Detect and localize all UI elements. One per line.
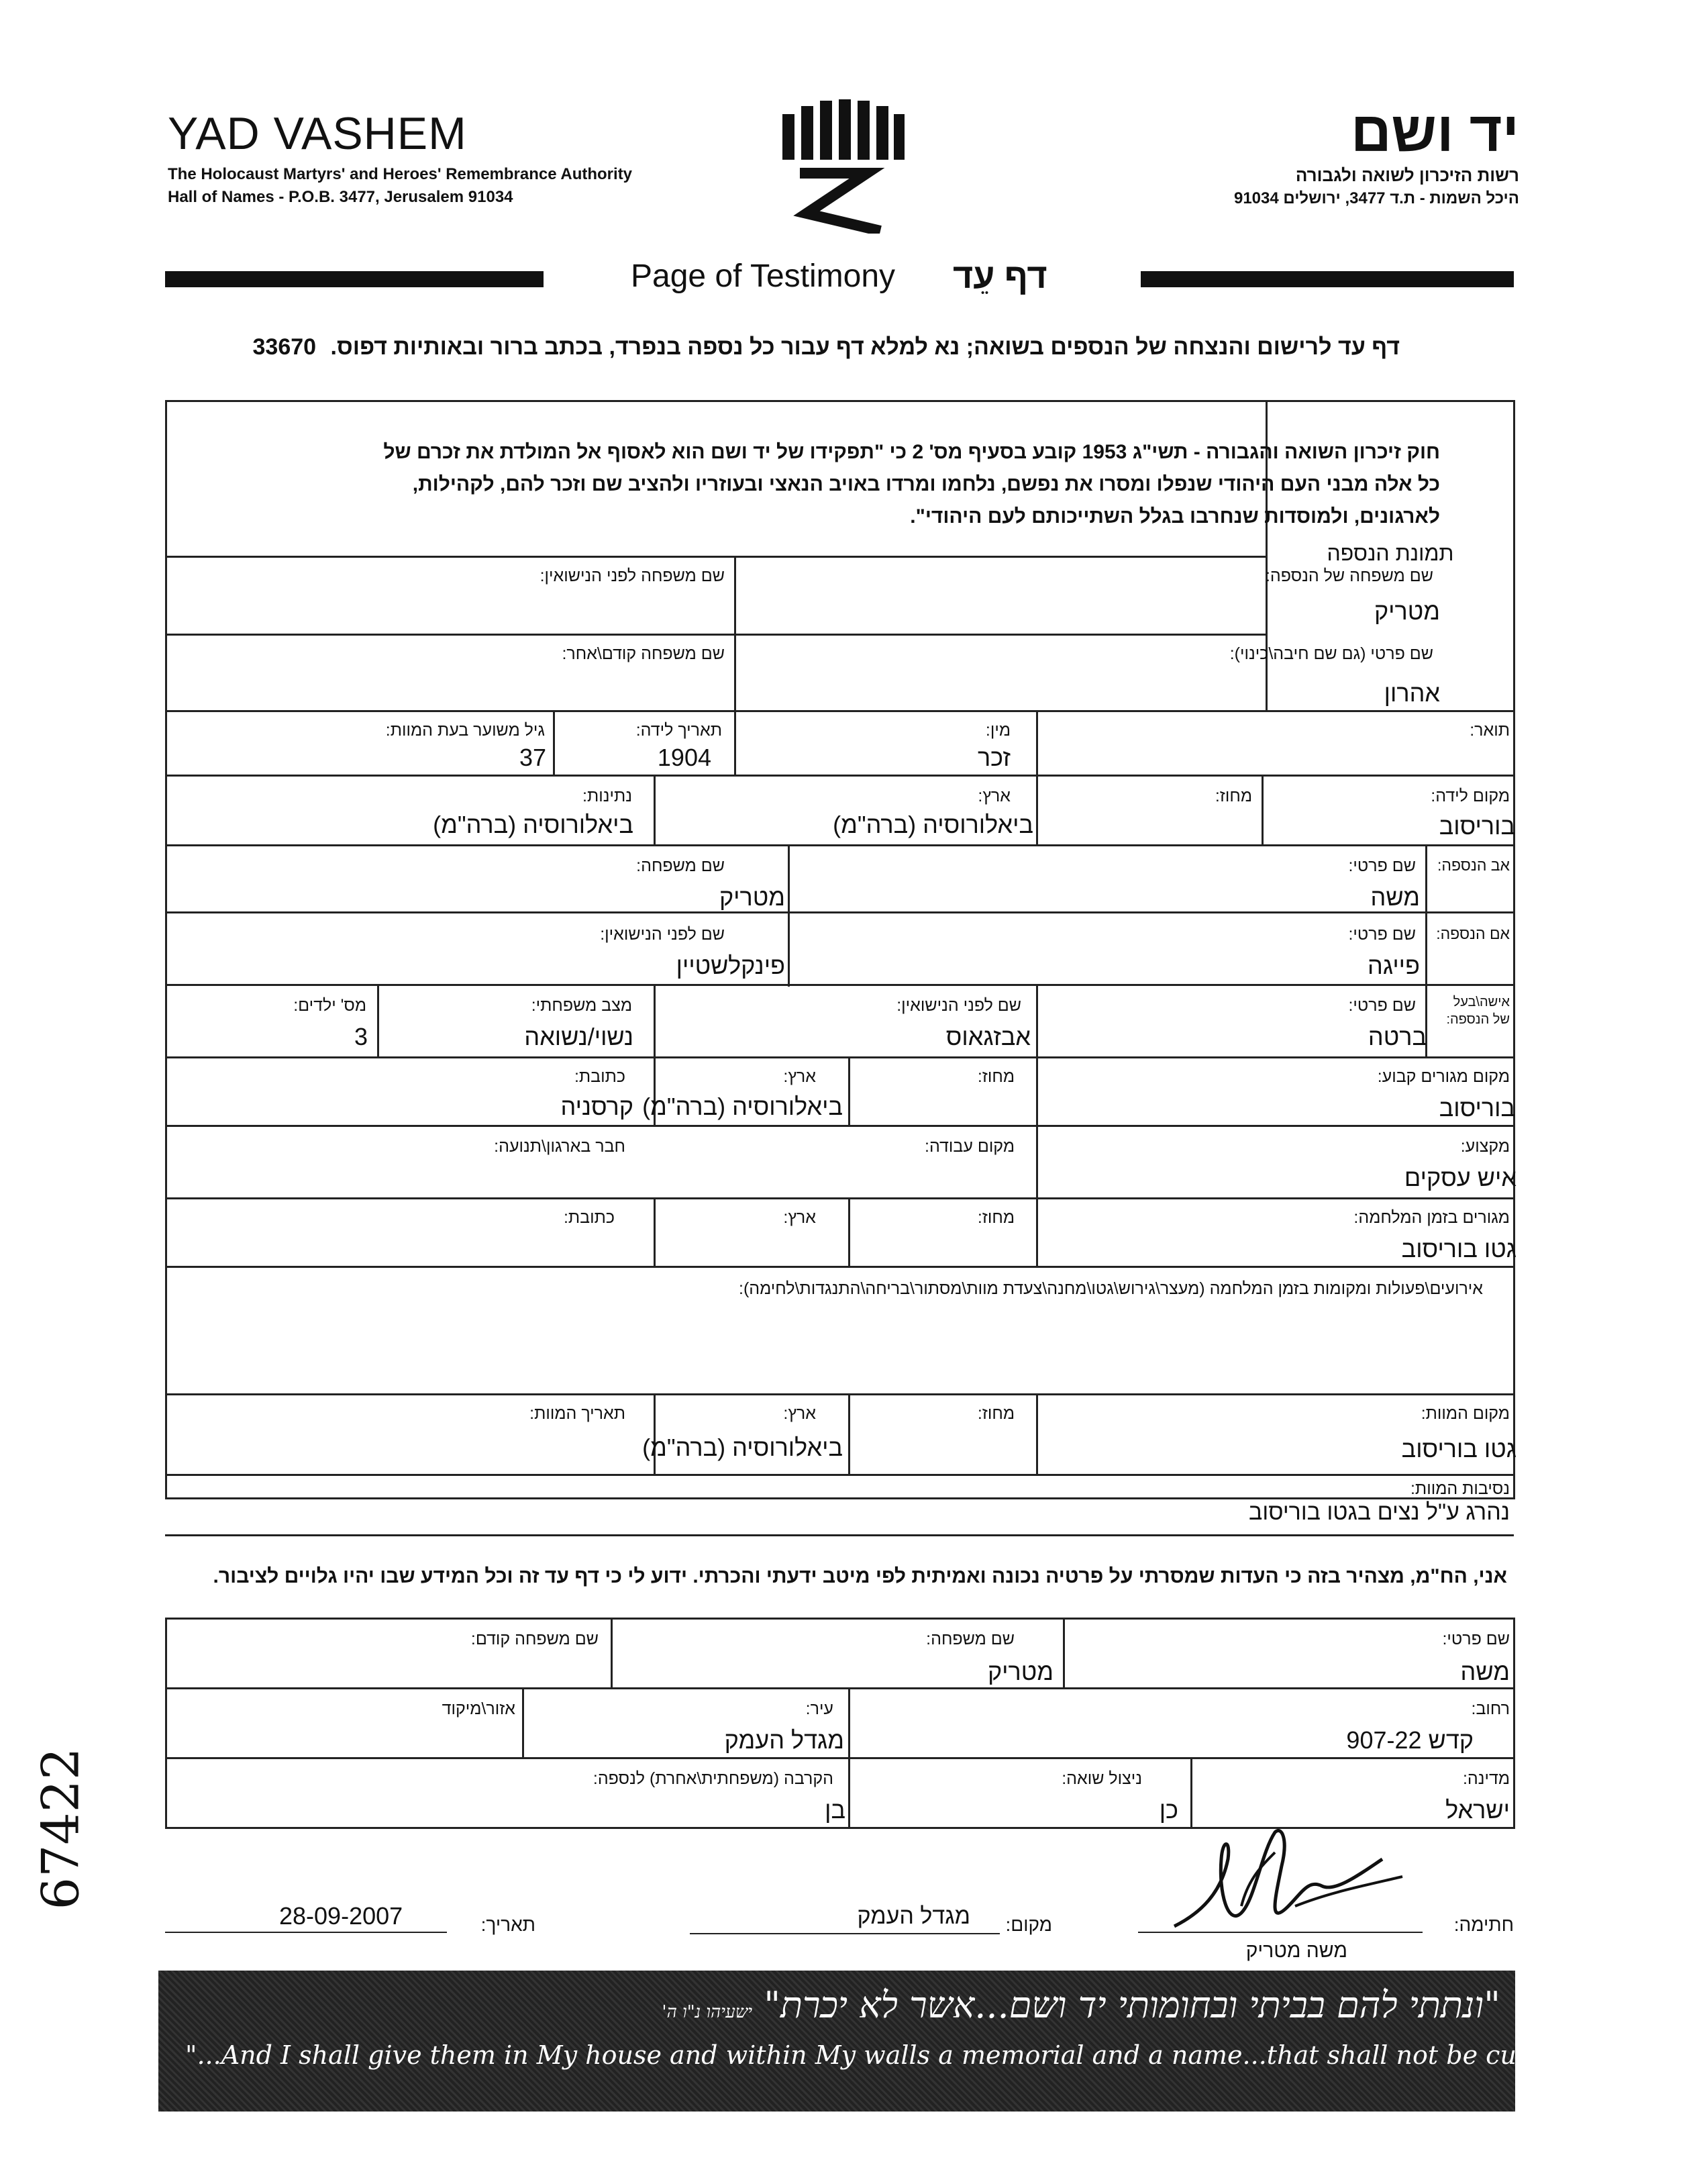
col-line — [1036, 1393, 1038, 1474]
signature-date[interactable]: 28-09-2007 — [279, 1902, 403, 1930]
col-line — [1036, 710, 1038, 775]
spouse-first-name[interactable]: ברטה — [1368, 1023, 1427, 1050]
victim-birthplace-label: מקום לידה: — [1431, 787, 1510, 805]
law-text-line-2: כל אלה מבני העם היהודי שנפלו ומסרו את נפשם, נלחמו ומרדו באויב הנאצי ובעוזריו ולהציב שם וזכר להם, לקהילות, — [412, 473, 1440, 495]
submitter-last-name[interactable]: מטריק — [987, 1658, 1054, 1685]
col-line — [848, 1197, 850, 1266]
col-line — [377, 984, 379, 1056]
victim-first-name-label: שם פרטי (גם שם חיבה\כינוי): — [1229, 644, 1433, 663]
spouse-row-label-2: של הנספה: — [1446, 1012, 1510, 1027]
death-country-label: ארץ: — [783, 1404, 816, 1423]
row-line — [165, 556, 1266, 558]
victim-birth-date-label: תאריך לידה: — [635, 721, 722, 740]
row-line — [165, 1056, 1514, 1058]
org-subtitle-en: The Holocaust Martyrs' and Heroes' Remembrance Authority — [168, 165, 633, 183]
submitter-street[interactable]: קדש 907-22 — [1346, 1726, 1474, 1754]
row-line — [165, 1474, 1514, 1476]
spouse-maiden-name-label: שם לפני הנישואין: — [896, 996, 1021, 1015]
signature-date-label: תאריך: — [480, 1914, 535, 1935]
org-name-en: YAD VASHEM — [168, 108, 467, 159]
signature-place-label: מקום: — [1005, 1914, 1052, 1935]
form-number: 33670 — [252, 334, 317, 360]
row-line — [165, 1266, 1514, 1268]
residence-address[interactable]: קרסניה — [560, 1093, 633, 1120]
col-line — [553, 710, 555, 775]
victim-maiden-name-label: שם משפחה לפני הנישואין: — [540, 566, 725, 585]
submitter-country-label: מדינה: — [1462, 1769, 1510, 1788]
workplace-label: מקום עבודה: — [925, 1137, 1015, 1156]
title-bar-right — [1141, 271, 1514, 287]
victim-gender-label: מין: — [985, 721, 1011, 740]
victim-birth-country-label: ארץ: — [978, 787, 1011, 805]
victim-nationality[interactable]: ביאלורוסיה (ברה"מ) — [433, 811, 633, 838]
signature-line — [1138, 1932, 1423, 1933]
father-last-name[interactable]: מטריק — [719, 883, 785, 911]
col-line — [1262, 775, 1264, 844]
row-line — [165, 1393, 1514, 1395]
row-line — [165, 710, 1514, 712]
row-line — [165, 634, 1266, 636]
victim-prev-name-label: שם משפחה קודם\אחר: — [562, 644, 725, 663]
wartime-place-label: מגורים בזמן המלחמה: — [1353, 1208, 1510, 1227]
submitter-city[interactable]: מגדל העמק — [724, 1726, 844, 1754]
residence-country-label: ארץ: — [783, 1067, 816, 1086]
declaration-top-line — [165, 1534, 1514, 1536]
victim-gender[interactable]: זכר — [977, 744, 1011, 771]
signature-label: חתימה: — [1453, 1914, 1514, 1935]
col-line — [788, 844, 790, 987]
row-line — [165, 1125, 1514, 1127]
col-line — [654, 775, 656, 844]
victim-first-name[interactable]: אהרון — [1384, 679, 1440, 707]
relation[interactable]: בן — [825, 1796, 845, 1824]
submitter-zip-label: אזור\מיקוד — [442, 1699, 515, 1718]
col-line — [1425, 844, 1427, 987]
col-line — [522, 1687, 524, 1757]
wartime-address-label: כתובת: — [563, 1208, 615, 1227]
mother-row-label: אם הנספה: — [1436, 925, 1510, 942]
victim-last-name[interactable]: מטריק — [1374, 597, 1440, 625]
submitter-first-name[interactable]: משה — [1460, 1658, 1510, 1685]
signer-name: משה מטריק — [1245, 1940, 1347, 1962]
law-text-line-3: לארגונים, ולמוסדות שנחרבו בגלל השתייכותם לעם היהודי". — [910, 505, 1440, 528]
submitter-country[interactable]: ישראל — [1445, 1796, 1510, 1824]
col-line — [611, 1618, 613, 1687]
org-address-en: Hall of Names - P.O.B. 3477, Jerusalem 91034 — [168, 188, 513, 206]
row-line — [165, 1757, 1514, 1759]
wartime-country-label: ארץ: — [783, 1208, 816, 1227]
col-line — [848, 1757, 850, 1827]
father-last-name-label: שם משפחה: — [636, 856, 725, 875]
place-line — [690, 1933, 1000, 1934]
wartime-place[interactable]: גטו בוריסוב — [1401, 1235, 1517, 1262]
profession-label: מקצוע: — [1460, 1137, 1510, 1156]
spouse-row-label — [1446, 993, 1510, 1028]
col-line — [1063, 1618, 1065, 1687]
title-bar-left — [165, 271, 544, 287]
father-first-name-label: שם פרטי: — [1348, 856, 1416, 875]
intro-text — [253, 334, 1400, 360]
father-row-label: אב הנספה: — [1437, 856, 1510, 874]
victim-last-name-label: שם משפחה של הנספה: — [1265, 566, 1433, 585]
spouse-row-label-1: אישה\בעל — [1453, 995, 1510, 1009]
row-line — [165, 1687, 1514, 1689]
spouse-maiden-name[interactable]: אבזגאוס — [945, 1023, 1031, 1050]
death-place-label: מקום המוות: — [1421, 1404, 1510, 1423]
death-circumstances-label: נסיבות המוות: — [1410, 1479, 1510, 1498]
survivor[interactable]: כן — [1159, 1796, 1178, 1824]
spouse-status-label: מצב משפחתי: — [531, 996, 632, 1015]
footer-quote-en-text: "...And I shall give them in My house and within My walls a memorial and a name...that shall not be cut off" — [185, 2040, 1580, 2070]
row-line — [165, 984, 1514, 986]
victim-birth-date[interactable]: 1904 — [657, 744, 711, 771]
spouse-first-name-label: שם פרטי: — [1348, 996, 1416, 1015]
victim-age-label: גיל משוער בעת המוות: — [385, 721, 545, 740]
victim-nationality-label: נתינות: — [582, 787, 632, 805]
col-line — [734, 556, 736, 710]
declaration-text: אני, הח"מ, מצהיר בזה כי העדות שמסרתי על פרטיה נכונה ואמיתית לפי מיטב ידעתי והכרתי. ידוע לי כי דף עד זה וכל המידע שבו יהיו גלויים לציבור. — [213, 1565, 1507, 1587]
page-title-en: Page of Testimony — [631, 258, 896, 294]
row-line — [165, 844, 1514, 846]
wartime-events-label: אירועים\פעולות ומקומות בזמן המלחמה (מעצר\גירוש\גטו\מחנה\צעדת מוות\מסתור\בריחה\התנגדות\לחימה): — [739, 1279, 1483, 1298]
org-name-he: יד ושם — [1350, 100, 1519, 163]
death-date-label: תאריך המוות: — [529, 1404, 625, 1423]
residence-place-label: מקום מגורים קבוע: — [1377, 1067, 1510, 1086]
victim-birth-district-label: מחוז: — [1215, 787, 1252, 805]
col-line — [848, 1056, 850, 1125]
footer-quote-en-ref: Isaiah 56:5 — [1588, 2048, 1686, 2069]
photo-label: תמונת הנספה — [1327, 541, 1454, 565]
spouse-status[interactable]: נשוי/נשואה — [524, 1023, 633, 1050]
row-line — [165, 1197, 1514, 1199]
victim-age[interactable]: 37 — [519, 744, 546, 771]
col-line — [1036, 1056, 1038, 1266]
col-line — [1036, 984, 1038, 1056]
signature-place[interactable]: מגדל העמק — [857, 1903, 970, 1929]
mother-maiden-name-label: שם לפני הנישואין: — [600, 925, 725, 944]
submitter-first-name-label: שם פרטי: — [1442, 1630, 1510, 1648]
residence-place[interactable]: בוריסוב — [1439, 1094, 1515, 1122]
page-title-he: דף עֵד — [953, 257, 1047, 296]
death-circumstances[interactable]: נהרג ע"ל נצים בגטו בוריסוב — [1249, 1499, 1510, 1525]
victim-title-label: תואר: — [1470, 721, 1510, 740]
submitter-prev-name-label: שם משפחה קודם: — [470, 1630, 599, 1648]
col-line — [734, 710, 736, 775]
law-text — [353, 436, 1440, 533]
org-address-he: היכל השמות - ת.ד 3477, ירושלים 91034 — [1233, 189, 1519, 207]
children-count[interactable]: 3 — [354, 1023, 368, 1050]
children-count-label: מס' ילדים: — [293, 996, 366, 1015]
col-line — [848, 1687, 850, 1757]
death-country[interactable]: ביאלורוסיה (ברה"מ) — [642, 1434, 843, 1461]
victim-birthplace[interactable]: בוריסוב — [1439, 812, 1515, 840]
mother-first-name[interactable]: פייגה — [1368, 952, 1420, 979]
submitter-last-name-label: שם משפחה: — [926, 1630, 1015, 1648]
mother-first-name-label: שם פרטי: — [1348, 925, 1416, 944]
yad-vashem-logo — [780, 99, 907, 234]
footer-quote-he-ref: ישעיהו נ"ו ה' — [662, 2002, 753, 2022]
footer-quote-he-text: "ונתתי להם בביתי ובחומותי יד ושם...אשר לא יכרת" — [764, 1984, 1500, 2026]
residence-address-label: כתובת: — [574, 1067, 625, 1086]
death-place[interactable]: גטו בוריסוב — [1401, 1435, 1517, 1462]
father-first-name[interactable]: משה — [1370, 883, 1420, 911]
law-text-line-1: חוק זיכרון השואה והגבורה - תשי"ג 1953 קובע בסעיף מס' 2 כי "תפקידו של יד ושם הוא לאסוף אל המולדת את זכרם של — [383, 441, 1440, 463]
footer-quote-he — [662, 1984, 1500, 2026]
residence-district-label: מחוז: — [977, 1067, 1015, 1086]
intro-instructions: דף עד לרישום והנצחה של הנספים בשואה; נא למלא דף עבור כל נספה בנפרד, בכתב ברור ובאותיות דפוס. — [330, 334, 1400, 360]
profession[interactable]: איש עסקים — [1404, 1164, 1517, 1191]
submitter-city-label: עיר: — [805, 1699, 833, 1718]
footer-quote-en — [185, 2040, 1686, 2070]
survivor-label: ניצול שואה: — [1062, 1769, 1142, 1788]
submitter-street-label: רחוב: — [1471, 1699, 1510, 1718]
col-line — [654, 1197, 656, 1266]
org-subtitle-he: רשות הזיכרון לשואה ולגבורה — [1295, 165, 1519, 185]
victim-birth-country[interactable]: ביאלורוסיה (ברה"מ) — [833, 811, 1033, 838]
residence-country[interactable]: ביאלורוסיה (ברה"מ) — [642, 1093, 843, 1120]
row-line — [165, 911, 1514, 913]
relation-label: הקרבה (משפחתית\אחרת) לנספה: — [593, 1769, 833, 1788]
col-line — [1036, 775, 1038, 844]
death-district-label: מחוז: — [977, 1404, 1015, 1423]
mother-maiden-name[interactable]: פינקלשטיין — [676, 952, 785, 979]
row-line — [165, 775, 1514, 777]
organization-label: חבר בארגון\תנועה: — [494, 1137, 625, 1156]
col-line — [654, 984, 656, 1056]
date-line — [165, 1932, 447, 1933]
wartime-district-label: מחוז: — [977, 1208, 1015, 1227]
col-line — [848, 1393, 850, 1474]
margin-note: 67422 — [30, 1747, 91, 1910]
